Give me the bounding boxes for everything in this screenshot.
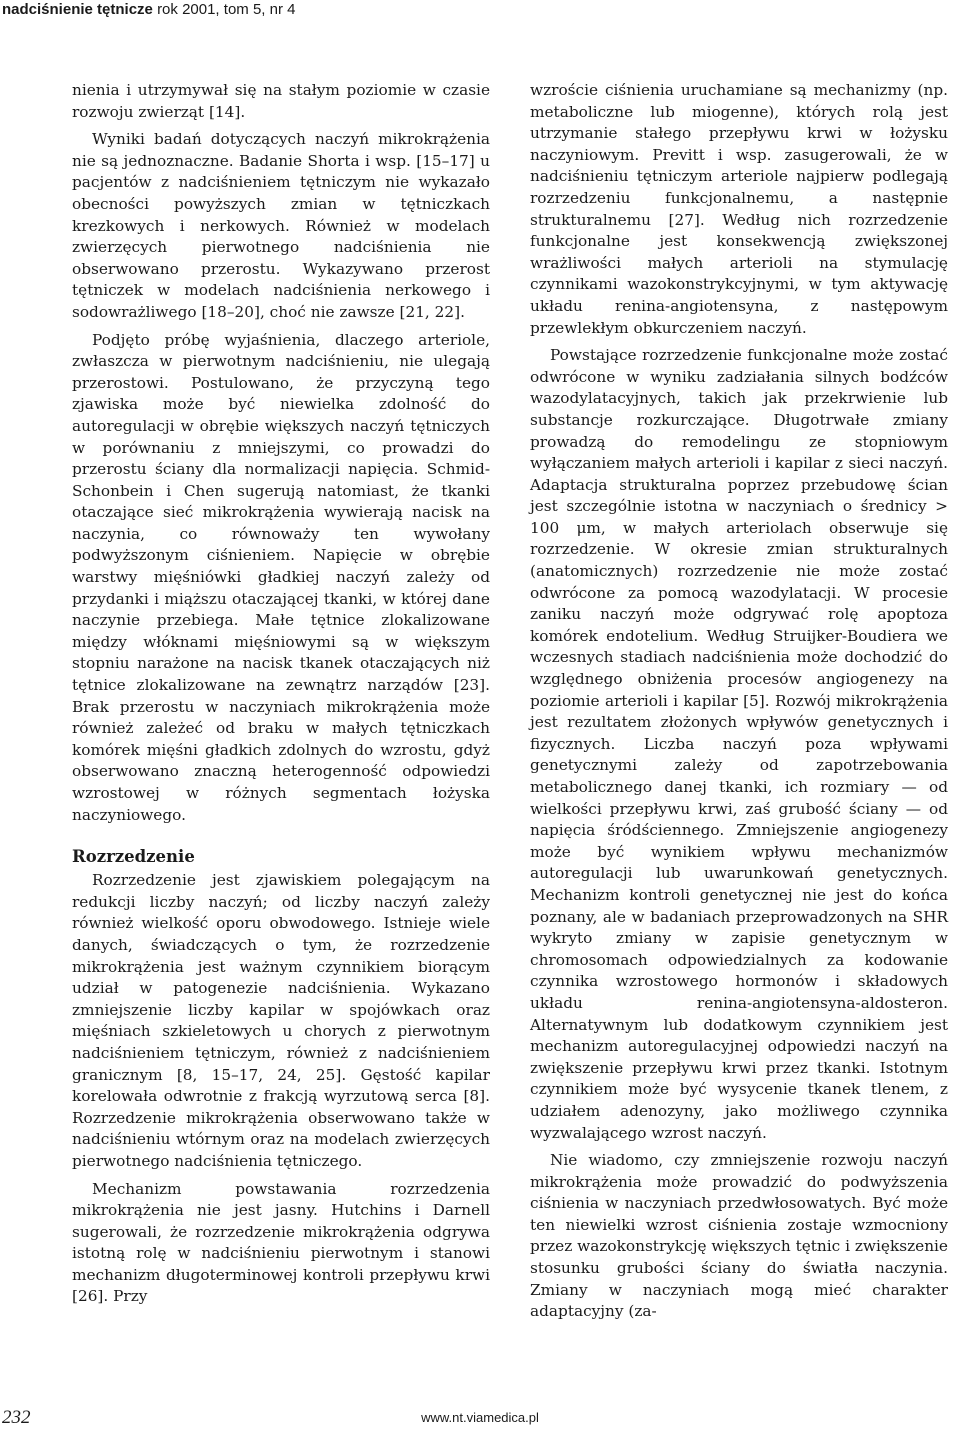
paragraph: nienia i utrzymywał się na stałym poziomie w czasie rozwoju zwierząt [14]. <box>72 81 490 121</box>
paragraph: Rozrzedzenie jest zjawiskiem polegającym na redukcji liczby naczyń; od liczby naczyń zależy również wielkość oporu obwodowego. Istnieje wiele danych, świadczących o tym, że rozrzedzenie mikrokrążenia jest ważnym czynnikiem biorącym udział w patogenezie nadciśnienia. Wykazano zmniejszenie liczby kapilar w spojówkach oraz mięśniach szkieletowych u chorych z pierwotnym nadciśnieniem tętniczym, również z nadciśnieniem granicznym [8, 15–17, 24, 25]. Gęstość kapilar korelowała odwrotnie z frakcją wyrzutową serca [8]. Rozrzedzenie mikrokrążenia obserwowano także w nadciśnieniu wtórnym oraz na modelach zwierzęcych pierwotnego nadciśnienia tętniczego. <box>72 871 490 1170</box>
paragraph: Powstające rozrzedzenie funkcjonalne może zostać odwrócone w wyniku zadziałania silnych bodźców wazodylatacyjnych, takich jak przekrwienie lub substancje rozkurczające. Długotrwałe zmiany prowadzą do remodelingu ze stopniowym wyłączaniem małych arterioli i kapilar z sieci naczyń. Adaptacja strukturalna poprzez przebudowę ścian jest szczególnie istotna w naczyniach o średnicy > 100 μm, w małych arteriolach obserwuje się rozrzedzenie. W okresie zmian strukturalnych (anatomicznych) rozrzedzenie nie może zostać odwrócone za pomocą wazodylatacji. W procesie zaniku naczyń może odgrywać rolę apoptoza komórek endotelium. Według Struijker-Boudiera we wczesnych stadiach nadciśnienia może dochodzić do względnego obniżenia procesów angiogenezy na poziomie arterioli i kapilar [5]. Rozwój mikrokrążenia jest rezultatem złożonych wpływów genetycznych i fizycznych. Liczba naczyń poza wpływami genetycznymi zależy od zapotrzebowania metabolicznego danej tkanki, ich rozmiary — od wielkości przepływu krwi, zaś grubość ściany — od napięcia śródściennego. Zmniejszenie angiogenezy może być wynikiem wpływu mechanizmów autoregulacji lub uwarunkowań genetycznych. Mechanizm kontroli genetycznej nie jest do końca poznany, ale w badaniach przeprowadzonych na SHR wykryto zmiany w zapisie genetycznym w chromosomach odpowiedzialnych za kodowanie czynnika wzrostowego hormonów i składowych układu renina-angiotensyna-aldosteron. Alternatywnym lub dodatkowym czynnikiem jest mechanizm autoregulacyjnej odpowiedzi naczyń na zwiększenie przepływu krwi przez tkanki. Istotnym czynnikiem może być wysycenie tkanek tlenem, z udziałem adenozyny, jako możliwego czynnika wyzwalającego wzrost naczyń. <box>530 346 948 1142</box>
left-column <box>72 80 490 1314</box>
paragraph: Mechanizm powstawania rozrzedzenia mikrokrążenia nie jest jasny. Hutchins i Darnell sugerowali, że rozrzedzenie mikrokrążenia odgrywa istotną rolę w nadciśnieniu pierwotnym i stanowi mechanizm długoterminowej kontroli przepływu krwi [26]. Przy <box>72 1179 490 1306</box>
paragraph: Podjęto próbę wyjaśnienia, dlaczego arteriole, zwłaszcza w pierwotnym nadciśnieniu, nie ulegają przerostowi. Postulowano, że przyczyną tego zjawiska może być niewielka zdolność do autoregulacji w obrębie większych naczyń tętniczych w porównaniu z mniejszymi, co prowadzi do przerostu ściany dla normalizacji napięcia. Schmid-Schonbein i Chen sugerują natomiast, że tkanki otaczające sieć mikrokrążenia wywierają nacisk na naczynia, co równoważy ten wywołany podwyższonym ciśnieniem. Napięcie w obrębie warstwy mięśniówki gładkiej naczyń zależy od przydanki i miąższu otaczającej tkanki, w której dane naczynie przebiega. Małe tętnice zlokalizowane między włóknami mięśniowymi są w większym stopniu narażone na nacisk tkanek otaczających niż tętnice zlokalizowane na zewnątrz narządów [23]. Brak przerostu w naczyniach mikrokrążenia może również zależeć od braku w małych tętniczkach komórek mięśni gładkich zdolnych do wzrostu, gdyż obserwowano znaczną heterogenność odpowiedzi wzrostowej w różnych segmentach łożyska naczyniowego. <box>72 330 490 824</box>
paragraph: wzroście ciśnienia uruchamiane są mechanizmy (np. metaboliczne lub miogenne), których rolą jest utrzymanie stałego przepływu krwi w łożysku naczyniowym. Previtt i wsp. zasugerowali, że w nadciśnieniu tętniczym arteriole najpierw podlegają rozrzedzeniu funkcjonalnemu, a następnie strukturalnemu [27]. Według nich rozrzedzenie funkcjonalne jest konsekwencją zwiększonej wrażliwości małych arterioli na stymulację czynnikami wazokonstrykcyjnymi, w tym aktywację układu renina-angiotensyna, z następowym przewlekłym obkurczeniem naczyń. <box>530 81 948 337</box>
journal-title: nadciśnienie tętnicze <box>2 1 153 18</box>
running-head <box>0 0 960 28</box>
paragraph: Wyniki badań dotyczących naczyń mikrokrążenia nie są jednoznaczne. Badanie Shorta i wsp. [15–17] u pacjentów z nadciśnieniem tętniczym nie wykazało obecności powyższych zmian w tętniczkach krezkowych i nerkowych. Również w modelach zwierzęcych pierwotnego nadciśnienia nie obserwowano przerostu. Wykazywano przerost tętniczek w modelach nadciśnienia nerkowego i sodowrażliwego [18–20], choć nie zawsze [21, 22]. <box>72 130 490 321</box>
site-url[interactable]: www.nt.viamedica.pl <box>421 1410 539 1425</box>
paragraph: Nie wiadomo, czy zmniejszenie rozwoju naczyń mikrokrążenia może prowadzić do podwyższenia ciśnienia w naczyniach przedwłosowatych. Być może ten niewielki wzrost ciśnienia zostaje wzmocniony przez wazokonstrykcję większych tętnic i zwiększenie stosunku grubości ściany do światła naczynia. Zmiany w naczyniach mogą mieć charakter adaptacyjny (za- <box>530 1151 948 1321</box>
section-heading: Rozrzedzenie <box>72 847 195 867</box>
issue-info: rok 2001, tom 5, nr 4 <box>157 1 296 18</box>
right-column <box>530 80 948 1329</box>
page-number: 232 <box>2 1407 31 1428</box>
